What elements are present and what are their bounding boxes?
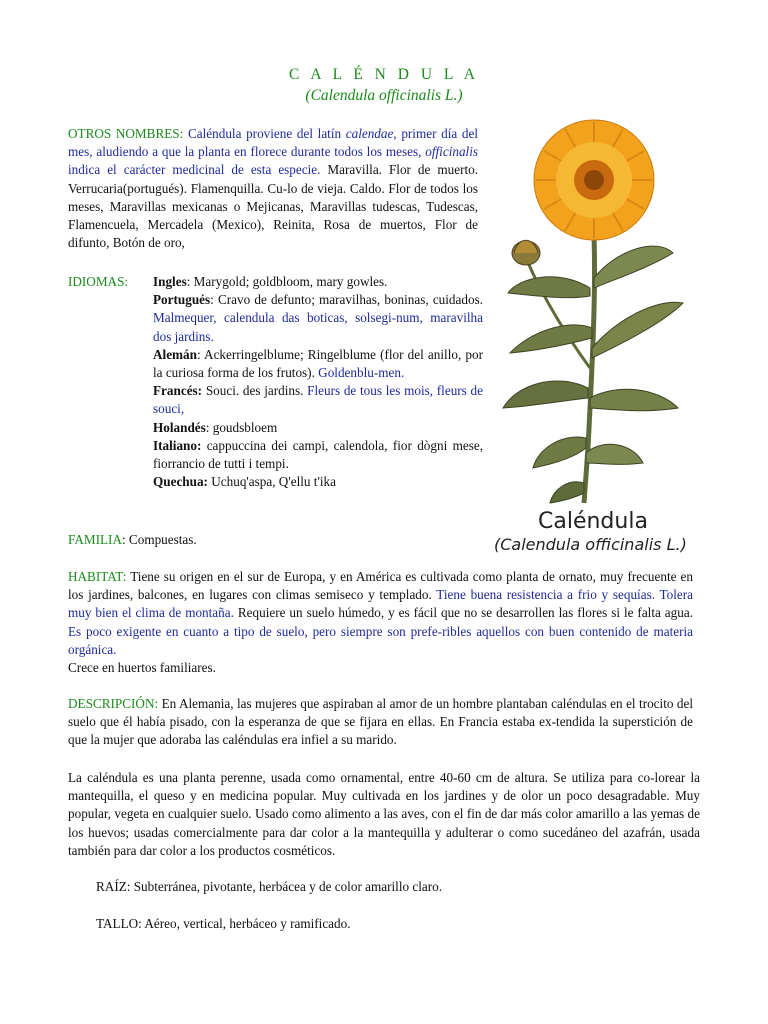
familia-label: FAMILIA [68,532,122,547]
leaf [592,302,683,358]
idioma-portugues: Portugués: Cravo de defunto; maravilhas, boninas, cuidados. Malmequer, calendula das boticas, solsegi-num, maravilha dos jardins. [153,292,483,344]
illustration-caption: Caléndula [538,509,648,534]
otros-blue-text-2: , primer día del mes, aludiendo a que la planta en florece durante todos los meses, [68,126,478,160]
otros-blue-text-3: indica el carácter medicinal de esta especie. [68,162,321,178]
leaf [594,246,673,288]
leaf [590,389,678,410]
bud-tip [514,240,538,253]
page-subtitle: (Calendula officinalis L.) [305,87,463,104]
leaf [510,325,592,353]
habitat-text-3: Crece en huertos familiares. [68,660,216,676]
raiz-line: RAÍZ: Subterránea, pivotante, herbácea y de color amarillo claro. [96,879,443,894]
calendula-illustration [498,118,688,510]
idiomas-list [153,273,483,491]
illustration-subcaption: (Calendula officinalis L.) [494,535,687,554]
otros-black-text: Maravilla. Flor de muerto. Verrucaria(portugués). Flamenquilla. Cu-lo de vieja. Caldo. Flor de todos los meses, Maravillas mexicanas o Mejicanas, Maravillas tudescas, Tudescas, Flamencuela, Mercadela (Mexico), Reinita, Rosa de muertos, Flor de difunto, Botón de oro, [68,162,479,251]
descripcion-section [68,695,693,750]
tallo-line: TALLO: Aéreo, vertical, herbáceo y ramificado. [96,916,351,931]
habitat-blue-1: Tiene buena resistencia a frio y sequías. Tolera muy bien el clima de montaña. [68,587,693,621]
page-title: C A L É N D U L A [289,66,479,83]
habitat-label: HABITAT: [68,569,127,584]
idioma-quechua: Quechua: Uchuq'aspa, Q'ellu t'ika [153,474,336,490]
leaf [503,381,588,408]
leaf [550,482,584,503]
descripcion-text: En Alemania, las mujeres que aspiraban al amor de un hombre plantaban caléndulas en el trocito del suelo que él había pisado, con la esperanza de que se fijara en ellas. En Francia estaba ex-tendida la superstición de que la mujer que adoraba las caléndulas era infiel a su marido. [68,696,693,748]
habitat-section [68,568,693,677]
leaf [508,277,590,298]
idiomas-label: IDIOMAS: [68,274,129,289]
otros-blue-text-1: Caléndula proviene del latín [187,126,342,141]
habitat-text-1: Tiene su origen en el sur de Europa, y en América es cultivada como planta de ornato, muy frecuente en los jardines, balcones, en lugares con climas semiseco y templado. [68,569,693,603]
idioma-holandes: Holandés: goudsbloem [153,419,278,435]
idioma-aleman: Alemán: Ackerringelblume; Ringelblume (flor del anillo, por la curiosa forma de los frutos). Goldenblu-men. [153,346,483,381]
otros-blue-italic-1: calendae [345,126,394,141]
leaf [586,444,643,464]
descripcion-label: DESCRIPCIÓN: [68,696,159,711]
idioma-frances: Francés: Souci. des jardins. Fleurs de tous les mois, fleurs de souci, [153,383,483,417]
familia-section [68,531,197,549]
description-paragraph: La caléndula es una planta perenne, usada como ornamental, entre 40-60 cm de altura. Se utiliza para co-lorear la mantequilla, el queso y en medicina popular. Muy cultivada en los jardines y de olor un poco desagradable. Muy popular, vegeta en cualquier suelo. Usado como alimento a las aves, con el fin de dar más color amarillo a las yemas de los huevos; usadas comercialmente para dar color a la mantequilla y adulterar o como sucedáneo del azafrán, usada también para dar color a los productos cosméticos. [68,770,700,858]
familia-text: : Compuestas. [121,532,197,547]
otros-nombres-label: OTROS NOMBRES: [68,126,184,141]
habitat-text-2: Requiere un suelo húmedo, y es fácil que no se desarrollen las flores si le falta agua. [237,605,693,621]
flower-head [534,120,654,240]
side-stem [526,258,590,368]
idioma-ingles: Ingles: Marygold; goldbloom, mary gowles. [153,274,388,289]
leaf [533,437,586,468]
otros-blue-italic-2: officinalis [425,144,479,160]
idioma-italiano: Italiano: cappuccina dei campi, calendola, fior dògni mese, fiorrancio de tutti i tempi. [153,437,483,472]
otros-nombres-section [68,125,478,252]
habitat-blue-2: Es poco exigente en cuanto a tipo de suelo, pero siempre son prefe-ribles aquellos con buen contenido de materia orgánica. [68,623,693,657]
